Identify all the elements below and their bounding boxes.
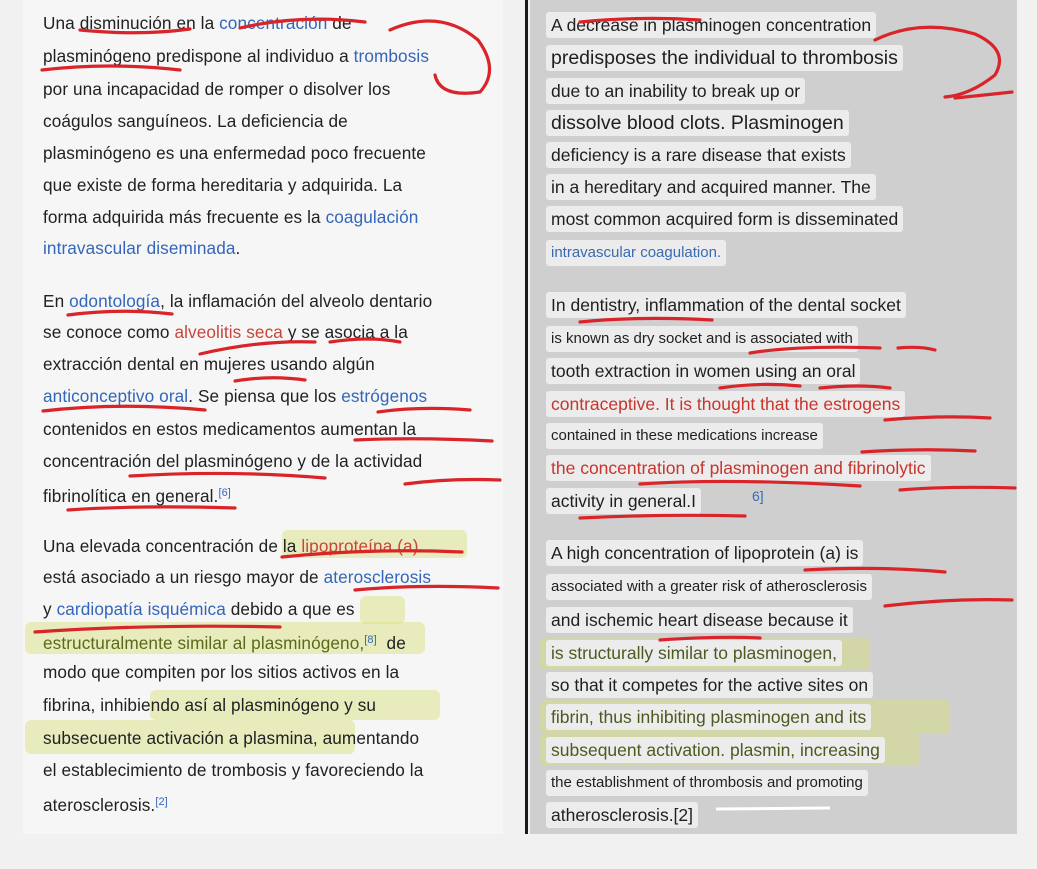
link-lipoproteina-a[interactable]: lipoproteína (a) — [301, 536, 419, 556]
en-p2-line6: the concentration of plasminogen and fibrinolytic — [546, 455, 931, 481]
en-p3-line3: and ischemic heart disease because it — [546, 607, 853, 633]
en-p1-line7: most common acquired form is disseminated — [546, 206, 903, 232]
es-p3-line7: subsecuente activación a plasmina, aumentando — [43, 728, 420, 748]
citation-8[interactable]: [8] — [364, 634, 377, 646]
es-p3-line2: está asociado a un riesgo mayor de aterosclerosis — [43, 567, 432, 587]
es-p3-line4: estructuralmente similar al plasminógeno,[8] de — [43, 633, 406, 653]
es-p1-line5: plasminógeno es una enfermedad poco frecuente — [43, 143, 426, 163]
en-p1-line5: deficiency is a rare disease that exists — [546, 142, 851, 168]
en-p1-line2: predisposes the individual to thrombosis — [546, 45, 903, 71]
link-trombosis[interactable]: trombosis — [353, 46, 430, 66]
link-odontologia[interactable]: odontología — [69, 291, 161, 311]
en-p3-line1: A high concentration of lipoprotein (a) is — [546, 540, 863, 566]
link-cardiopatia-isquemica[interactable]: cardiopatía isquémica — [56, 599, 226, 619]
es-p1-line2: plasminógeno predispone al individuo a trombosis — [43, 46, 430, 66]
es-p2-line7: fibrinolítica en general.[6] — [43, 486, 231, 506]
en-p3-line6: fibrin, thus inhibiting plasminogen and its — [546, 704, 871, 730]
es-p3-line6: fibrina, inhibiendo así al plasminógeno y su — [43, 695, 377, 715]
link-intravascular-diseminada[interactable]: intravascular diseminada — [43, 238, 236, 258]
en-citation-6[interactable]: 6] — [752, 488, 764, 504]
es-p2-line6: concentración del plasminógeno y de la actividad — [43, 451, 423, 471]
en-p2-line4: contraceptive. It is thought that the estrogens — [546, 391, 905, 417]
es-p2-line5: contenidos en estos medicamentos aumentan la — [43, 419, 417, 439]
en-p2-line7: activity in general.I — [546, 488, 701, 514]
es-p3-line8: el establecimiento de trombosis y favoreciendo la — [43, 760, 424, 780]
link-aterosclerosis[interactable]: aterosclerosis — [323, 567, 432, 587]
es-p1-line7: forma adquirida más frecuente es la coagulación — [43, 207, 419, 227]
citation-6[interactable]: [6] — [218, 487, 231, 499]
es-p3-line5: modo que compiten por los sitios activos en la — [43, 662, 400, 682]
en-p2-line3: tooth extraction in women using an oral — [546, 358, 860, 384]
es-p1-line6: que existe de forma hereditaria y adquirida. La — [43, 175, 403, 195]
es-p2-line1: En odontología, la inflamación del alveolo dentario — [43, 291, 433, 311]
en-p2-line1: In dentistry, inflammation of the dental socket — [546, 292, 906, 318]
es-p3-line1: Una elevada concentración de la lipoproteína (a) — [43, 536, 419, 556]
en-p1-line8: intravascular coagulation. — [546, 240, 726, 266]
es-p1-line1: Una disminución en la concentración de — [43, 13, 352, 33]
en-p2-line2: is known as dry socket and is associated with — [546, 326, 858, 352]
en-p3-line8: the establishment of thrombosis and promoting — [546, 770, 868, 796]
citation-2[interactable]: [2] — [155, 796, 168, 808]
en-p3-line4: is structurally similar to plasminogen, — [546, 640, 842, 666]
highlight-mark — [360, 596, 405, 624]
en-p3-line2: associated with a greater risk of atherosclerosis — [546, 574, 872, 600]
es-p3-line9: aterosclerosis.[2] — [43, 795, 168, 815]
en-p3-line9: atherosclerosis.[2] — [546, 802, 698, 828]
link-estrogenos[interactable]: estrógenos — [341, 386, 428, 406]
en-p2-line5: contained in these medications increase — [546, 423, 823, 449]
link-concentracion[interactable]: concentración — [219, 13, 328, 33]
en-p3-line5: so that it competes for the active sites on — [546, 672, 873, 698]
es-p1-line4: coágulos sanguíneos. La deficiencia de — [43, 111, 348, 131]
en-p1-line1: A decrease in plasminogen concentration — [546, 12, 876, 38]
es-p1-line3: por una incapacidad de romper o disolver los — [43, 79, 391, 99]
en-p1-line3: due to an inability to break up or — [546, 78, 805, 104]
es-p3-line3: y cardiopatía isquémica debido a que es — [43, 599, 355, 619]
es-p2-line4: anticonceptivo oral. Se piensa que los estrógenos — [43, 386, 428, 406]
en-p3-line7: subsequent activation. plasmin, increasing — [546, 737, 885, 763]
panel-divider — [525, 0, 528, 834]
en-p1-line4: dissolve blood clots. Plasminogen — [546, 110, 849, 136]
link-alveolitis-seca[interactable]: alveolitis seca — [174, 322, 283, 342]
link-coagulacion[interactable]: coagulación — [325, 207, 419, 227]
es-p1-line8: intravascular diseminada. — [43, 238, 241, 258]
link-anticonceptivo-oral[interactable]: anticonceptivo oral — [43, 386, 189, 406]
es-p2-line3: extracción dental en mujeres usando algún — [43, 354, 375, 374]
en-p1-line6: in a hereditary and acquired manner. The — [546, 174, 876, 200]
es-p2-line2: se conoce como alveolitis seca y se asocia a la — [43, 322, 408, 342]
